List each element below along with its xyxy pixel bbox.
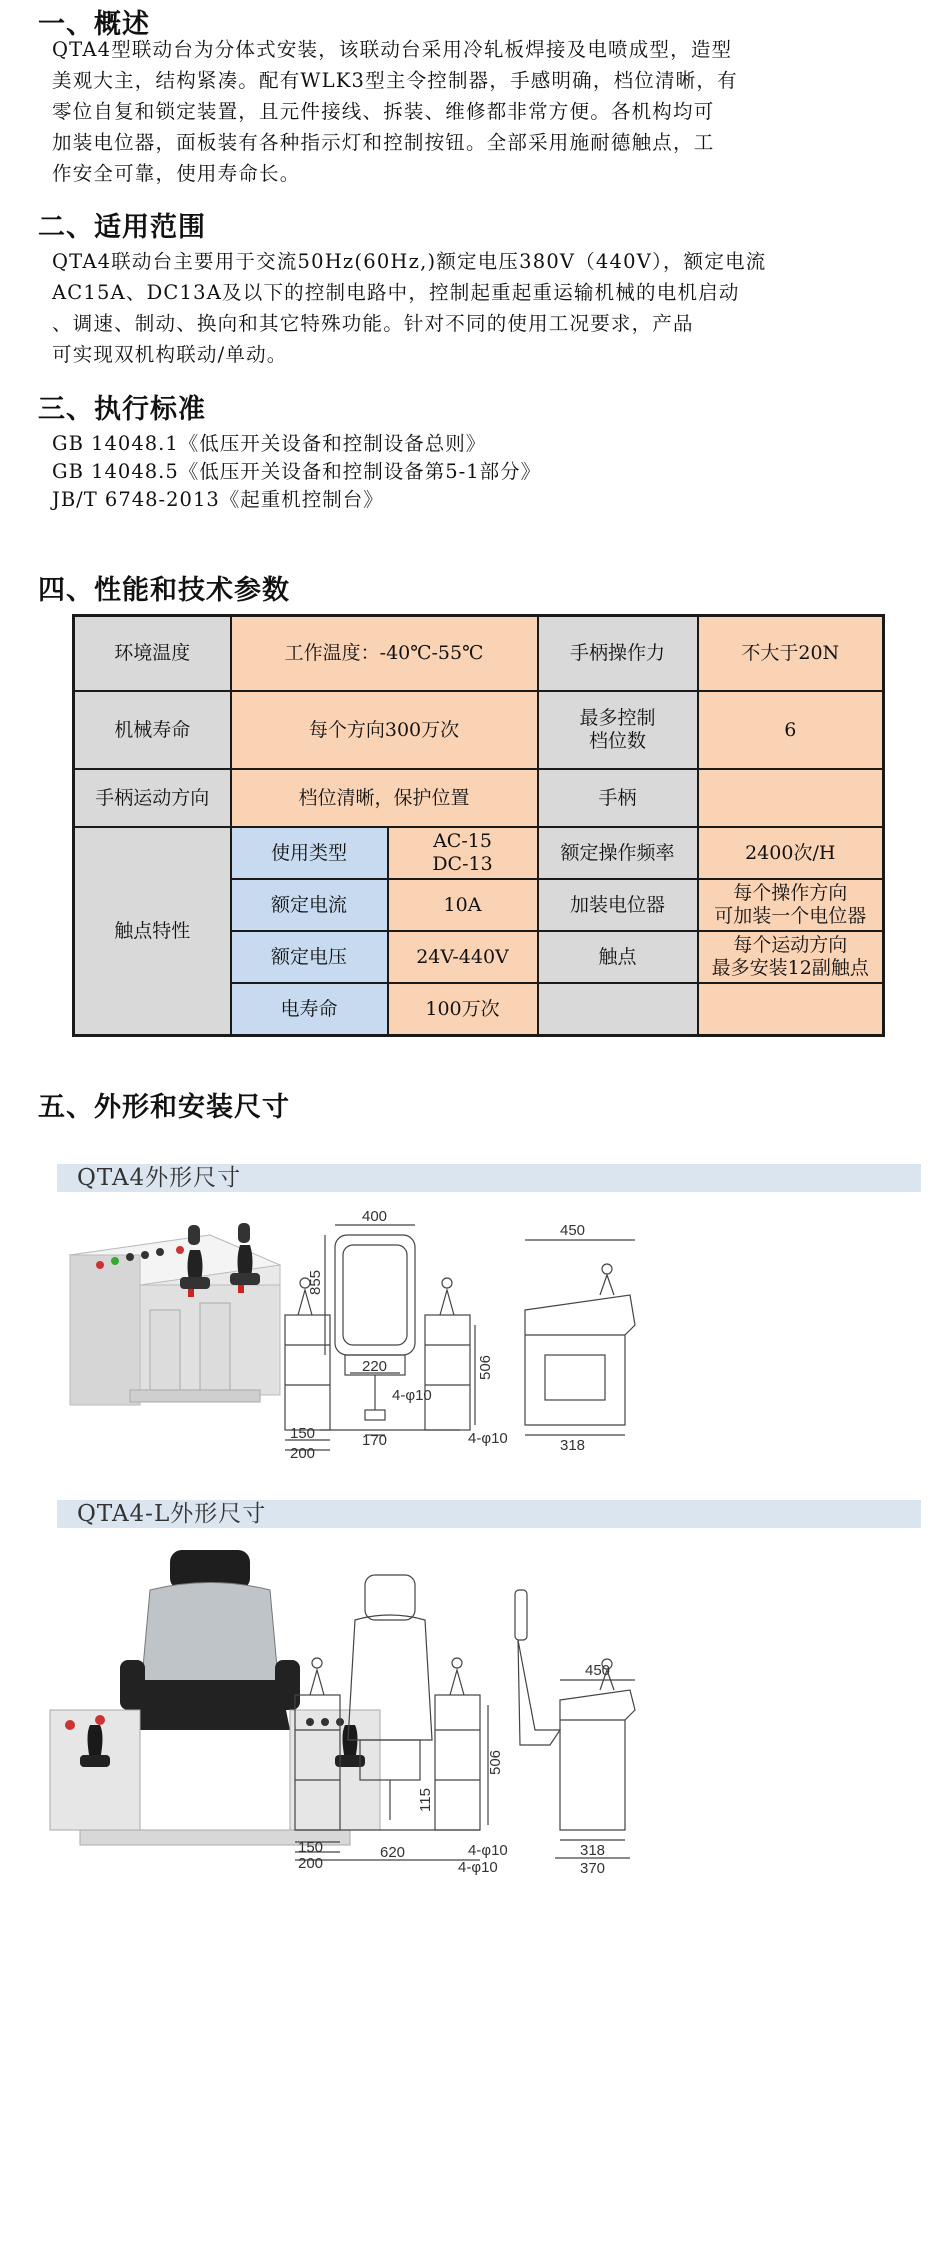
dim-label: 506 — [487, 1749, 504, 1775]
qta4-l-side-view — [515, 1590, 635, 1858]
dim-label: 4-φ10 — [392, 1387, 432, 1404]
table-cell: 手柄 — [538, 769, 698, 827]
qta4-l-drawing — [40, 1530, 930, 1910]
overview-text — [52, 34, 842, 189]
table-cell-contact-label: 触点特性 — [74, 827, 231, 1036]
section-title-standards: 三、执行标准 — [38, 394, 206, 425]
dim-label: 318 — [560, 1437, 586, 1454]
dim-label: 170 — [362, 1432, 388, 1449]
table-cell: 工作温度：-40℃-55℃ — [231, 616, 538, 692]
standard-item: JB/T 6748-2013《起重机控制台》 — [52, 488, 384, 511]
cell-line: DC-13 — [432, 853, 493, 875]
table-cell — [388, 827, 538, 879]
table-cell: 额定操作频率 — [538, 827, 698, 879]
parameter-table — [72, 614, 885, 1037]
cell-line: 最多控制 — [579, 707, 656, 729]
dim-label: 220 — [362, 1358, 388, 1375]
scope-text — [52, 246, 842, 370]
text-line: 美观大主，结构紧凑。配有WLK3型主令控制器，手感明确，档位清晰，有 — [52, 69, 738, 92]
text-line: 可实现双机构联动/单动。 — [52, 343, 288, 366]
dim-label: 4-φ10 — [468, 1430, 508, 1447]
figure-label-qta4-l: QTA4-L外形尺寸 — [57, 1500, 921, 1528]
qta4-side-view — [525, 1240, 635, 1435]
text-line: AC15A、DC13A及以下的控制电路中，控制起重起重运输机械的电机启动 — [52, 281, 740, 304]
text-line: 加装电位器，面板装有各种指示灯和控制按钮。全部采用施耐德触点，工 — [52, 131, 715, 154]
cell-line: 最多安装12副触点 — [711, 957, 869, 979]
table-cell: 6 — [698, 691, 884, 769]
cell-line: AC-15 — [433, 830, 492, 852]
table-cell — [538, 983, 698, 1036]
qta4-l-photo — [50, 1550, 380, 1845]
table-cell: 不大于20N — [698, 616, 884, 692]
table-row — [74, 691, 884, 769]
standard-item: GB 14048.1《低压开关设备和控制设备总则》 — [52, 432, 487, 455]
table-cell: 手柄操作力 — [538, 616, 698, 692]
table-cell: 手柄运动方向 — [74, 769, 231, 827]
table-cell: 100万次 — [388, 983, 538, 1036]
table-cell: 2400次/H — [698, 827, 884, 879]
dim-label: 150 — [298, 1839, 324, 1856]
table-row — [74, 616, 884, 692]
dim-label: 4-φ10 — [468, 1842, 508, 1859]
table-cell: 10A — [388, 879, 538, 931]
dim-label: 200 — [298, 1855, 324, 1872]
table-row — [74, 769, 884, 827]
text-line: QTA4联动台主要用于交流50Hz(60Hz,)额定电压380V（440V），额定电流 — [52, 250, 767, 273]
standard-item: GB 14048.5《低压开关设备和控制设备第5-1部分》 — [52, 460, 542, 483]
cell-line: 每个运动方向 — [733, 934, 848, 956]
section-title-overview: 一、概述 — [38, 9, 150, 40]
table-cell: 环境温度 — [74, 616, 231, 692]
dim-label: 450 — [560, 1222, 586, 1239]
table-cell: 额定电流 — [231, 879, 388, 931]
table-cell: 使用类型 — [231, 827, 388, 879]
table-cell: 档位清晰，保护位置 — [231, 769, 538, 827]
table-cell: 机械寿命 — [74, 691, 231, 769]
dim-label: 400 — [362, 1208, 388, 1225]
dim-label: 4-φ10 — [458, 1859, 498, 1876]
dim-label: 620 — [380, 1844, 406, 1861]
table-cell — [698, 983, 884, 1036]
qta4-photo — [70, 1223, 280, 1405]
dim-label: 150 — [290, 1425, 316, 1442]
dim-label: 855 — [307, 1269, 324, 1295]
table-row — [74, 827, 884, 879]
dim-label: 200 — [290, 1445, 316, 1462]
text-line: 、调速、制动、换向和其它特殊功能。针对不同的使用工况要求，产品 — [52, 312, 694, 335]
qta4-drawing — [40, 1195, 930, 1495]
table-cell — [538, 691, 698, 769]
standards-list — [52, 430, 541, 514]
dim-label: 450 — [585, 1662, 611, 1679]
table-cell: 额定电压 — [231, 931, 388, 983]
qta4-front-view — [285, 1225, 475, 1450]
table-cell: 触点 — [538, 931, 698, 983]
table-cell — [698, 931, 884, 983]
table-cell: 24V-440V — [388, 931, 538, 983]
figure-label-qta4: QTA4外形尺寸 — [57, 1164, 921, 1192]
table-cell: 加装电位器 — [538, 879, 698, 931]
cell-line: 每个操作方向 — [733, 882, 848, 904]
table-cell: 电寿命 — [231, 983, 388, 1036]
dim-label: 370 — [580, 1860, 606, 1877]
section-title-dimensions: 五、外形和安装尺寸 — [38, 1092, 290, 1123]
section-title-scope: 二、适用范围 — [38, 212, 206, 243]
text-line: QTA4型联动台为分体式安装，该联动台采用冷轧板焊接及电喷成型，造型 — [52, 38, 733, 61]
dim-label: 506 — [477, 1354, 494, 1380]
section-title-parameters: 四、性能和技术参数 — [38, 575, 290, 606]
text-line: 零位自复和锁定装置，且元件接线、拆装、维修都非常方便。各机构均可 — [52, 100, 715, 123]
cell-line: 档位数 — [589, 730, 647, 752]
table-cell — [698, 769, 884, 827]
dim-label: 115 — [417, 1788, 434, 1812]
table-cell — [698, 879, 884, 931]
dim-label: 318 — [580, 1842, 606, 1859]
cell-line: 可加装一个电位器 — [714, 905, 867, 927]
table-cell: 每个方向300万次 — [231, 691, 538, 769]
text-line: 作安全可靠，使用寿命长。 — [52, 162, 301, 185]
